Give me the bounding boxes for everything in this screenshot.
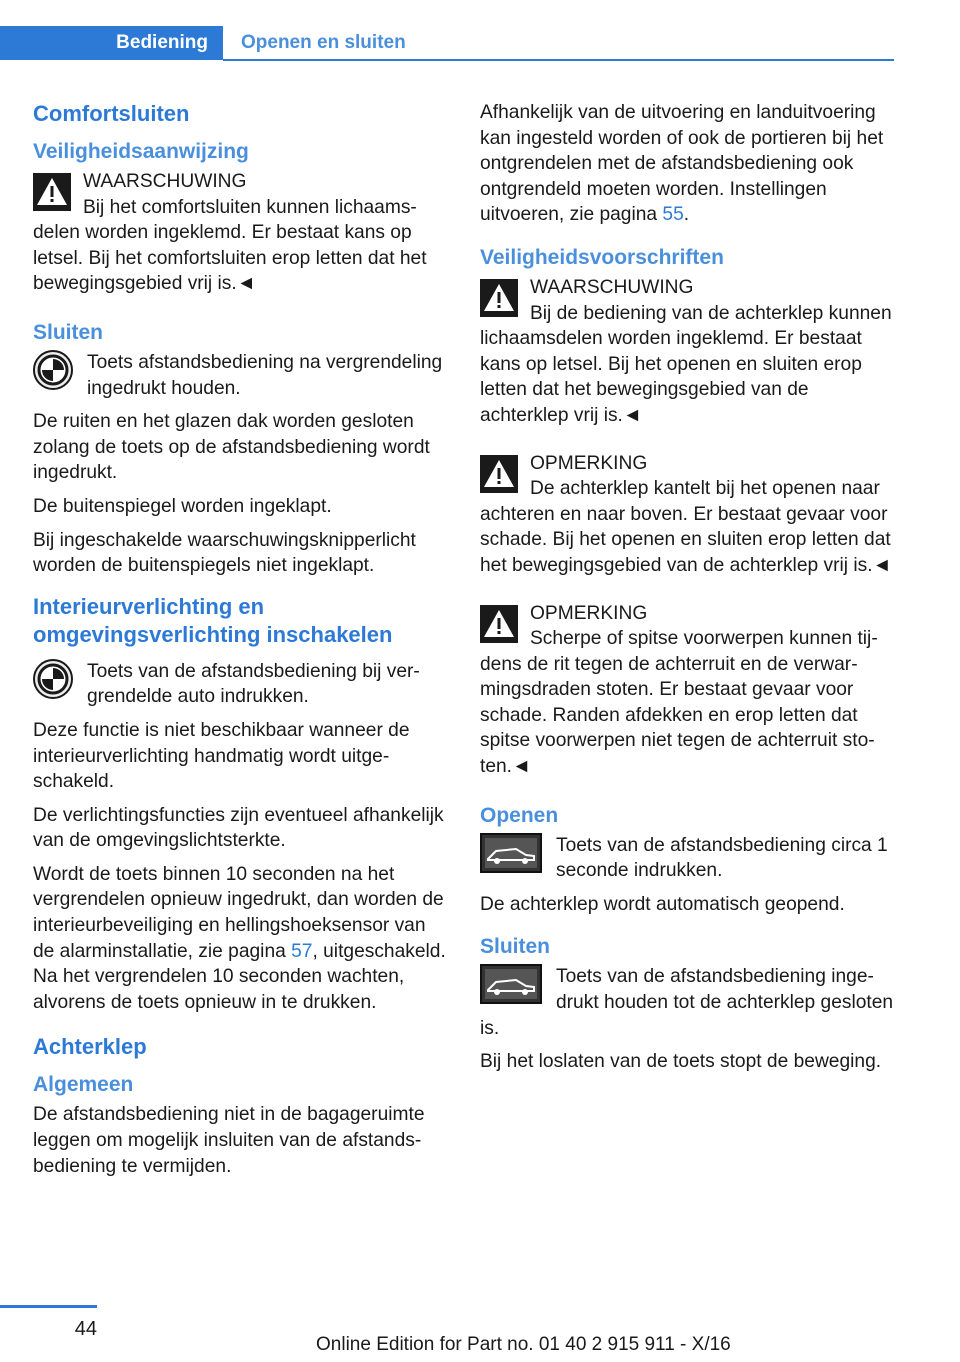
tailgate-key-button-icon [480,964,542,1004]
heading-algemeen: Algemeen [33,1073,134,1097]
tab-bediening[interactable]: Bediening [0,26,223,60]
paragraph-text: , uitgeschakeld. Na het vergrendelen 10 seconden wachten, alvorens de toets opnieuw in te drukken. [33,940,446,1013]
key-instruction-text: Toets afstandsbediening na vergrendeling ingedrukt houden. [87,351,443,399]
note-block [480,601,895,780]
warning-text: Bij de bediening van de achterklep kunnen lichaamsdelen worden ingeklemd. Er bestaat kans op letsel. Bij het openen en sluiten erop letten dat het bewegingsgebied van de achterklep vrij is.◄ [480,302,892,426]
warning-triangle-icon [480,605,518,643]
note-title: OPMERKING [530,602,648,624]
edition-text: Online Edition for Part no. 01 40 2 915 911 - X/16 [316,1334,731,1355]
warning-block [480,275,895,429]
paragraph: Bij ingeschakelde waarschuwingsknipperlicht worden de buitenspiegels niet ingeklapt. [33,529,416,577]
key-instruction-close-tailgate [480,964,895,1041]
heading-interieurverlichting: Interieurverlichting en omgevingsverlichting inschakelen [33,593,393,647]
key-instruction-text: Toets van de afstandsbediening bij vergrendelde auto indrukken. [87,660,420,708]
paragraph-text: . [683,204,690,226]
warning-triangle-icon [480,279,518,317]
tab-openen-en-sluiten[interactable]: Openen en sluiten [241,32,406,53]
heading-veiligheidsvoorschriften: Veiligheidsvoorschriften [480,245,724,269]
key-instruction-open [480,833,895,884]
paragraph: De ruiten en het glazen dak worden gesloten zolang de toets op de afstandsbediening wordt ingedrukt. [33,411,430,484]
right-column [480,100,895,1083]
heading-comfortsluiten: Comfortsluiten [33,101,190,126]
note-title: OPMERKING [530,452,648,474]
page-link-55[interactable]: 55 [662,204,684,226]
bmw-key-button-icon [33,659,73,699]
heading-openen: Openen [480,803,559,827]
warning-block [33,169,448,297]
paragraph [480,100,895,228]
page-number: 44 [74,1318,97,1340]
paragraph [33,862,448,1016]
left-column [33,100,448,1187]
key-instruction-text: Toets van de afstandsbediening circa 1 seconde indrukken. [556,834,888,882]
heading-achterklep: Achterklep [33,1034,147,1060]
note-text: Scherpe of spitse voorwerpen kunnen tijdens de rit tegen de achterruit en de verwarmingsdraden stoten. Er bestaat gevaar voor schade. Randen afdekken en erop letten dat spitse voorwerpen niet tegen de achterruit stoten.◄ [480,628,878,778]
paragraph: De verlichtingsfuncties zijn eventueel afhankelijk van de omgevingslichtsterkte. [33,804,444,852]
paragraph: De buitenspiegel worden ingeklapt. [33,495,332,517]
heading-sluiten: Sluiten [33,320,104,344]
paragraph: De afstandsbediening niet in de bagageruimte leggen om mogelijk insluiten van de afstandsbediening te vermijden. [33,1104,425,1177]
page-link-57[interactable]: 57 [291,940,313,962]
key-instruction-close [33,350,448,401]
warning-title: WAARSCHUWING [83,171,247,192]
paragraph: De achterklep wordt automatisch geopend. [480,893,845,915]
warning-triangle-icon [480,455,518,493]
key-instruction-interior [33,659,448,710]
footer-divider [0,1305,97,1308]
warning-title: WAARSCHUWING [530,276,694,298]
warning-text: Bij het comfortsluiten kunnen lichaamsdelen worden ingeklemd. Er bestaat kans op letsel. Bij het comfortsluiten erop letten dat het bewegingsgebied vrij is.◄ [33,196,427,295]
header-divider [223,59,894,61]
paragraph: Bij het loslaten van de toets stopt de beweging. [480,1051,882,1073]
bmw-key-button-icon [33,350,73,390]
key-instruction-text: Toets van de afstandsbediening ingedrukt houden tot de achterklep gesloten is. [480,966,894,1039]
paragraph: Deze functie is niet beschikbaar wanneer de interieurverlichting handmatig wordt uitgeschakeld. [33,719,410,793]
heading-veiligheidsaanwijzing: Veiligheidsaanwijzing [33,140,249,163]
paragraph-text: Wordt de toets binnen 10 seconden na het vergrendelen opnieuw ingedrukt, dan worden de interieurbeveiliging en hellingshoeksensor van de alarminstallatie, zie pagina [33,863,444,962]
heading-sluiten: Sluiten [480,935,551,959]
header-tabbar [0,26,894,60]
warning-triangle-icon [33,173,71,211]
note-text: De achterklep kantelt bij het openen naar achteren en naar boven. Er bestaat gevaar voor schade. Bij het openen en sluiten erop letten dat het bewegingsgebied van de achterklep vrij is.◄ [480,478,892,576]
note-block [480,451,895,579]
paragraph-text: Afhankelijk van de uitvoering en landuitvoering kan ingesteld worden of ook de portieren bij het ontgrendelen met de afstandsbediening ook ontgrendeld moeten worden. Instellingen uitvoeren, zie pagina [480,102,884,226]
tailgate-key-button-icon [480,833,542,873]
